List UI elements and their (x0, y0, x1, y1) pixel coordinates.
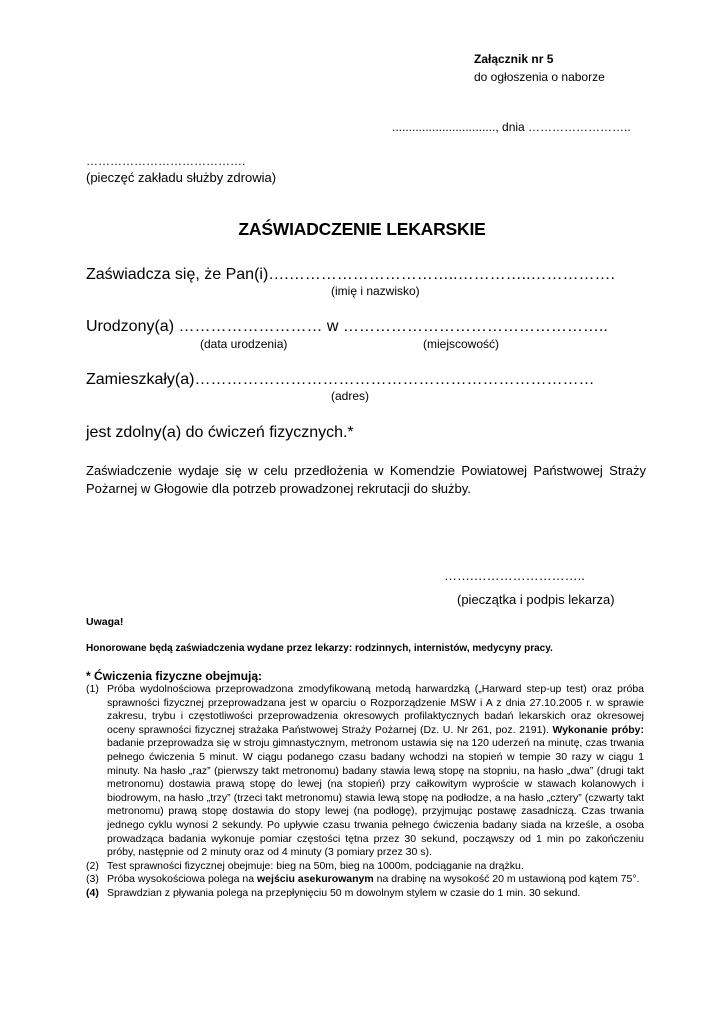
born-place-caption: (miejscowość) (423, 337, 500, 351)
list-item (86, 860, 644, 874)
list-item (86, 873, 644, 887)
born-date-caption: (data urodzenia) (200, 337, 288, 351)
address-caption: (adres) (331, 389, 370, 403)
signature-label: (pieczątka i podpis lekarza) (457, 592, 615, 607)
attachment-subtitle: do ogłoszenia o naborze (474, 70, 605, 84)
warning-heading: Uwaga! (86, 616, 124, 628)
list-item (86, 683, 644, 860)
item-number: (3) (86, 873, 99, 886)
exercises-list (86, 683, 644, 901)
born-line: Urodzony(a) ……………………… w ………………………………………….. (86, 318, 608, 335)
item-number: (4) (86, 886, 99, 899)
item-text: Próba wysokościowa polega na wejściu asekurowanym na drabinę na wysokość 20 m ustawioną pod kątem 75°. (107, 873, 640, 886)
place-date-field: ..............................., dnia …………………….. (392, 120, 631, 134)
stamp-label: (pieczęć zakładu służby zdrowia) (86, 170, 277, 185)
signature-dots: …….…………………….. (444, 568, 585, 583)
fitness-statement: jest zdolny(a) do ćwiczeń fizycznych.* (86, 424, 354, 441)
certify-line: Zaświadcza się, że Pan(i)….…………………………..…………..……………. (86, 266, 615, 283)
honored-note: Honorowane będą zaświadczenia wydane przez lekarzy: rodzinnych, internistów, medycyny pracy. (86, 643, 553, 654)
document-title: ZAŚWIADCZENIE LEKARSKIE (238, 219, 486, 239)
stamp-dots: …………………………………. (86, 154, 246, 168)
item-number: (2) (86, 859, 99, 872)
item-text: Próba wydolnościowa przeprowadzona zmodyfikowaną metodą harwardzką („Harward step-up test) oraz próba sprawności fizycznej przeprowadzana jest w oparciu o Rozporządzenie MSW i A z dnia 27.10.2005 r. w sprawie zakresu, trybu i częstotliwości przeprowadzenia okresowych profilaktycznych badań lekarskich oraz okresowej oceny sprawności fizycznej strażaka Państwowej Straży Pożarnej (Dz. U. Nr 261, poz. 2191). Wykonanie próby: badanie przeprowadza się w stroju gimnastycznym, metronom ustawia się na 120 uderzeń na minutę, czas trwania pełnego ćwiczenia 5 minut. W ciągu podanego czasu badany wchodzi na stopień w tempie 30 razy w ciągu 1 minuty. Na hasło „raz” (pierwszy takt metronomu) badany stawia lewą stopę na stopniu, na hasło „dwa” (drugi takt metronomu) dostawia prawą stopę do lewej (na stopień) przy całkowitym wyproście w stawach kolanowych i biodrowym, na hasło „trzy” (trzeci takt metronomu) stawia lewą stopę na podłodze, a na hasło „cztery” (czwarty takt metronomu) prawą stopę dostawia do stopy lewej (na podłogę), przyjmując postawę zasadniczą. Czas trwania jednego cyklu wynosi 2 sekundy. Po upływie czasu trwania pełnego ćwiczenia badany siada na krześle, a osoba prowadząca badania wykonuje pomiar częstości tętna przez 30 sekund, począwszy od 1 min po zakończeniu próby, następnie od 2 minuty oraz od 4 minuty (3 pomiary przez 30 s). (107, 683, 644, 859)
exercises-heading: * Ćwiczenia fizyczne obejmują: (86, 669, 263, 683)
item-text: Test sprawności fizycznej obejmuje: bieg na 50m, bieg na 1000m, podciąganie na drążku. (107, 859, 524, 872)
item-text: Sprawdzian z pływania polega na przepłynięciu 50 m dowolnym stylem w czasie do 1 min. 30 sekund. (107, 886, 581, 899)
item-number: (1) (86, 683, 99, 695)
certify-caption: (imię i nazwisko) (331, 284, 420, 298)
list-item (86, 887, 644, 901)
attachment-title: Załącznik nr 5 (474, 52, 554, 66)
address-line: Zamieszkały(a)………………………………………………………………… (86, 371, 595, 388)
purpose-paragraph: Zaświadczenie wydaje się w celu przedłożenia w Komendzie Powiatowej Państwowej Straży Pożarnej w Głogowie dla potrzeb prowadzonej rekrutacji do służby. (86, 463, 646, 496)
